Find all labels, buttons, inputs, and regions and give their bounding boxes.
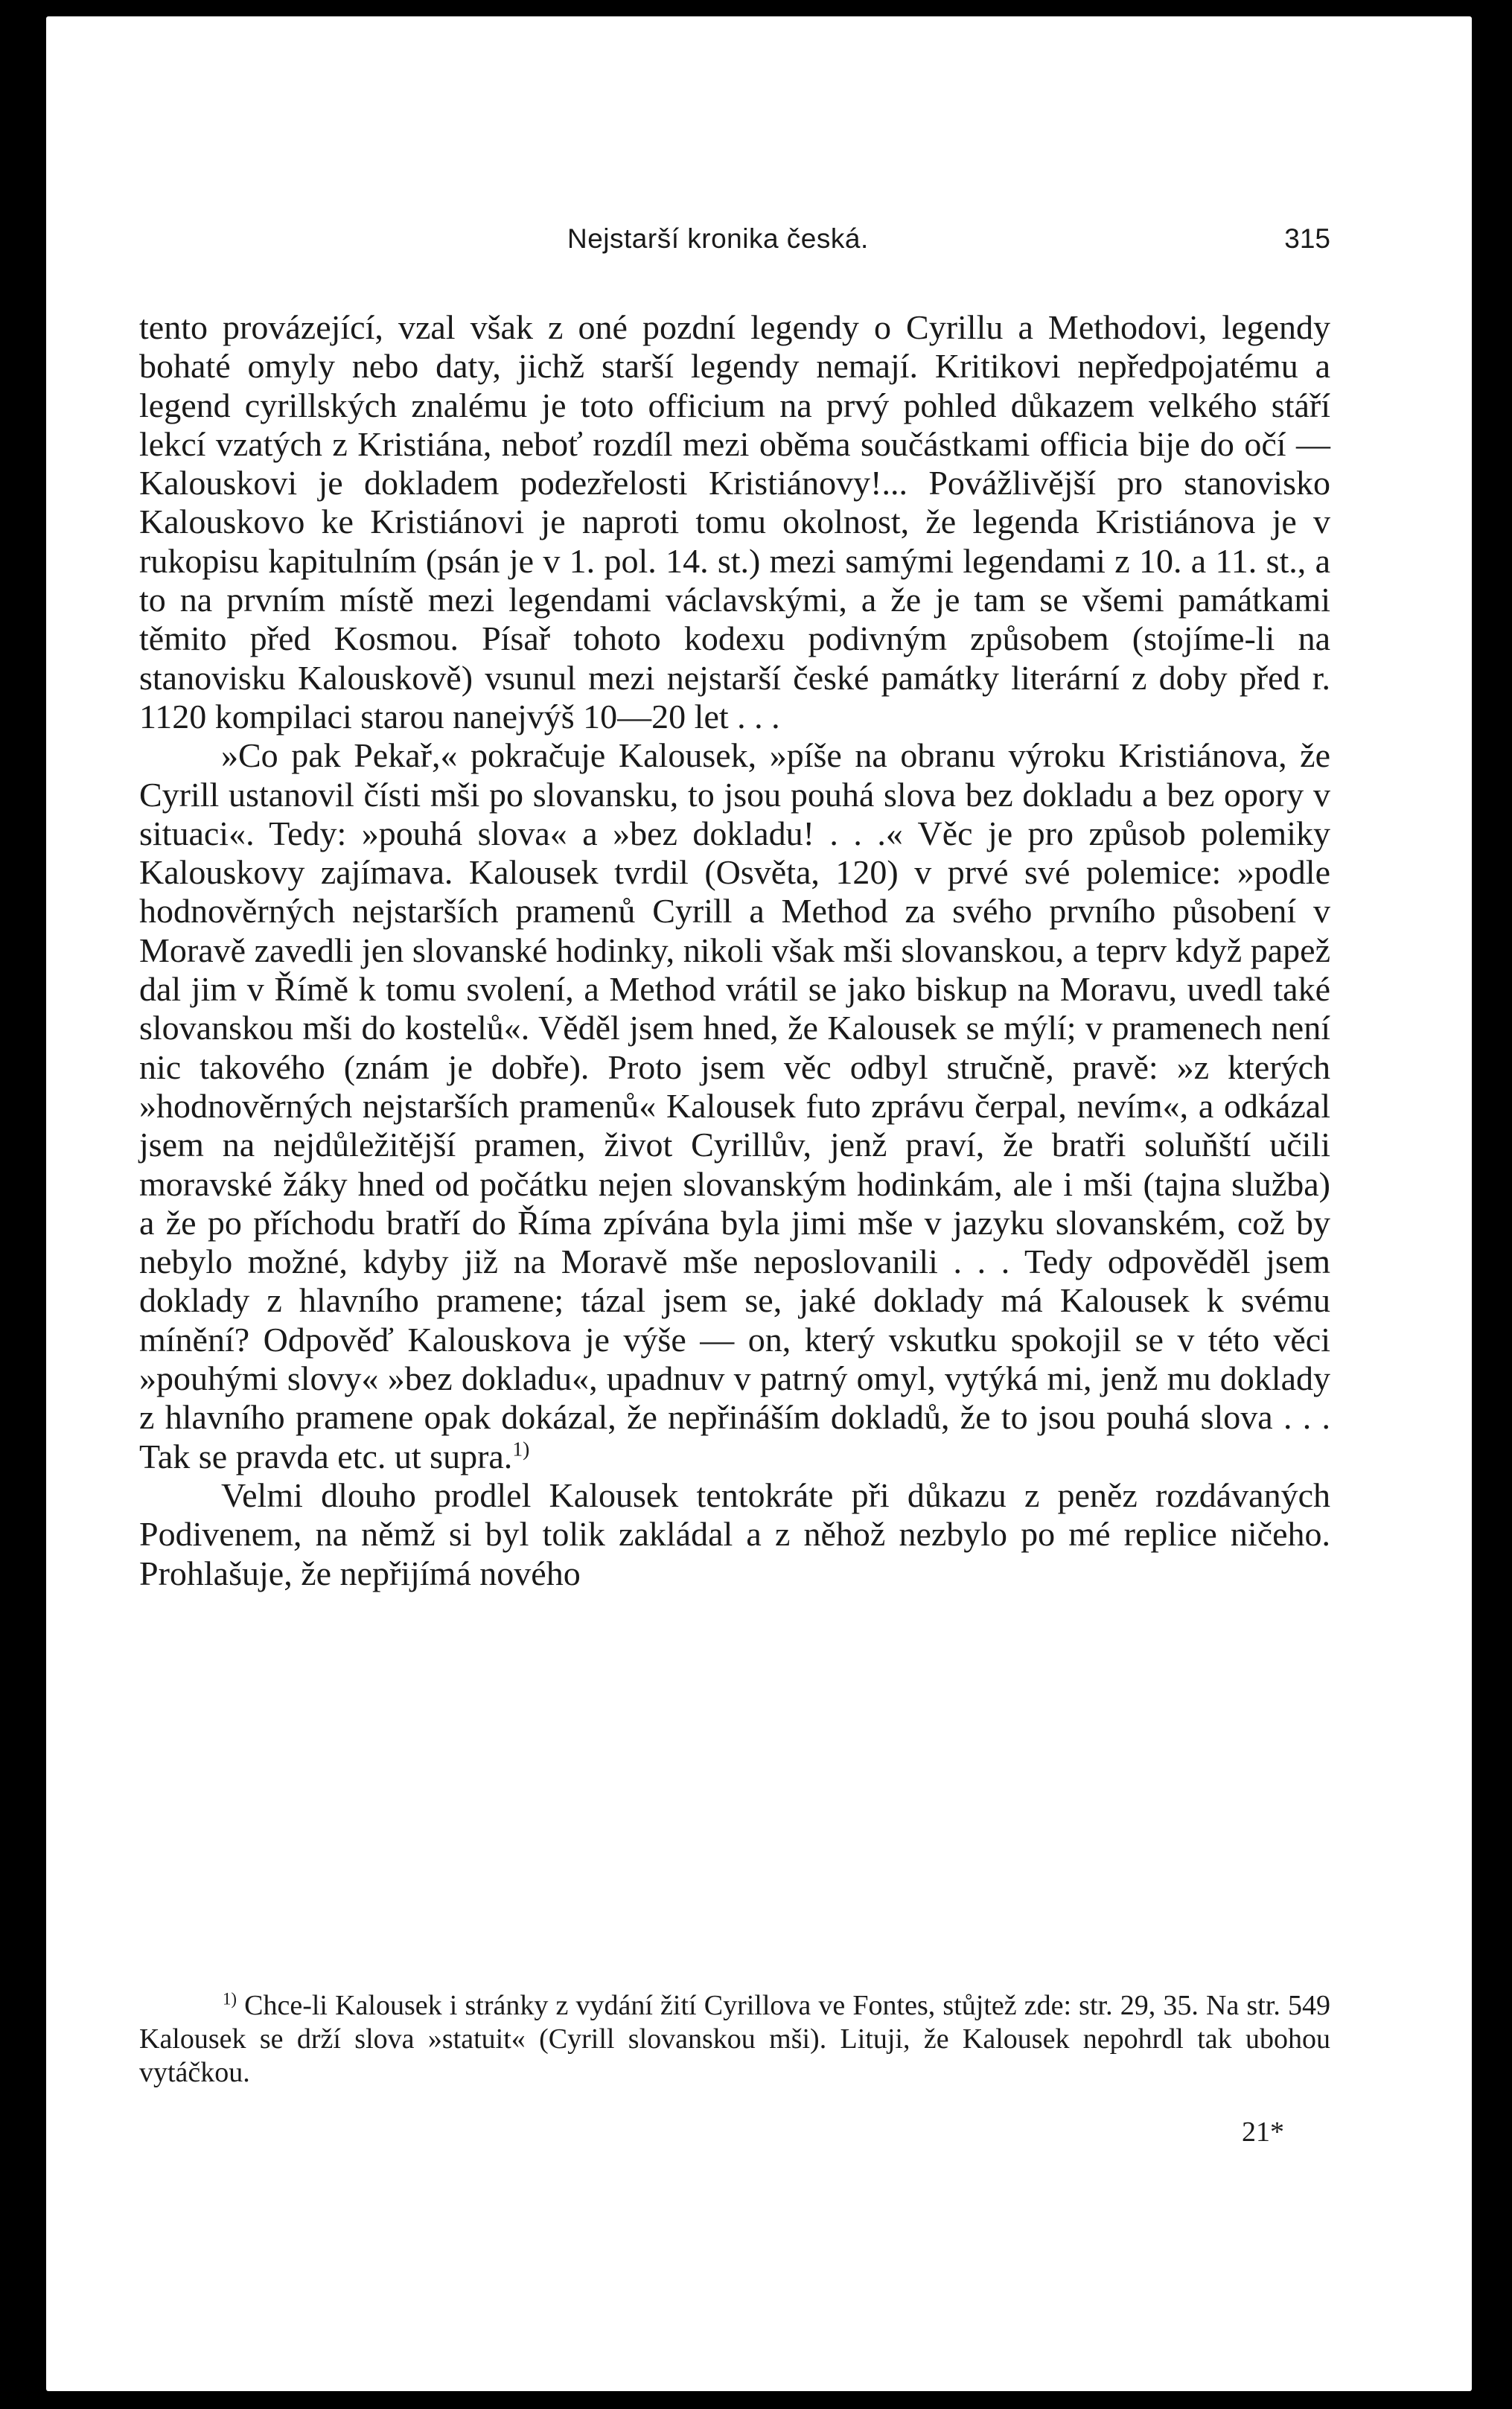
- main-text: [139, 308, 1330, 1593]
- paragraph-3: Velmi dlouho prodlel Kalousek tentokráte při důkazu z peněz rozdávaných Podivenem, na němž si byl tolik zakládal a z něhož nezbylo po mé replice ničeho. Prohlašuje, že nepřijímá nového: [139, 1475, 1330, 1592]
- paragraph-2: [139, 736, 1330, 1476]
- footnote-reference: 1): [512, 1437, 530, 1461]
- footnotes: [139, 1989, 1330, 2090]
- paragraph-1: tento provázející, vzal však z oné pozdní legendy o Cyrillu a Methodovi, legendy bohaté omyly nebo daty, jichž starší legendy nemají. Kritikovi nepředpojatému a legend cyrillských znalému je toto officium na prvý pohled důkazem velkého stáří lekcí vzatých z Kristiána, neboť rozdíl mezi oběma součástkami officia bije do očí — Kalouskovi je dokladem podezřelosti Kristiánovy!... Povážlivější pro stanovisko Kalouskovo ke Kristiánovi je naproti tomu okolnost, že legenda Kristiánova je v rukopisu kapitulním (psán je v 1. pol. 14. st.) mezi samými legendami z 10. a 11. st., a to na prvním místě mezi legendami václavskými, a že je tam se všemi památkami těmito před Kosmou. Písař tohoto kodexu podivným způsobem (stojíme-li na stanovisku Kalouskově) vsunul mezi nejstarší české památky literární z doby před r. 1120 kompilaci starou nanejvýš 10—20 let . . .: [139, 308, 1330, 736]
- page-number: 315: [1284, 223, 1330, 254]
- signature-mark: 21*: [1242, 2116, 1284, 2148]
- footnote-1: [139, 1989, 1330, 2090]
- document-page: [46, 16, 1472, 2391]
- paragraph-2-text: »Co pak Pekař,« pokračuje Kalousek, »píše na obranu výroku Kristiánova, že Cyrill ustanovil čísti mši po slovansku, to jsou pouhá slova bez dokladu a bez opory v situaci«. Tedy: »pouhá slova« a »bez dokladu! . . .« Věc je pro způsob polemiky Kalouskovy zajímava. Kalousek tvrdil (Osvěta, 120) v prvé své polemice: »podle hodnověrných nejstarších pramenů Cyrill a Method za svého prvního působení v Moravě zavedli jen slovanské hodinky, nikoli však mši slovanskou, a teprv když papež dal jim v Římě k tomu svolení, a Method vrátil se jako biskup na Moravu, uvedl také slovanskou mši do kostelů«. Věděl jsem hned, že Kalousek se mýlí; v pramenech není nic takového (znám je dobře). Proto jsem věc odbyl stručně, pravě: »z kterých »hodnověrných nejstarších pramenů« Kalousek futo zprávu čerpal, nevím«, a odkázal jsem na nejdůležitější pramen, život Cyrillův, jenž praví, že bratři soluňští učili moravské žáky hned od počátku nejen slovanským hodinkám, ale i mši (tajna služba) a že po příchodu bratří do Říma zpívána byla jimi mše v jazyku slovanském, což by nebylo možné, kdyby již na Moravě mše neposlovanili . . . Tedy odpověděl jsem doklady z hlavního pramene; tázal jsem se, jaké doklady má Kalousek k svému mínění? Odpověď Kalouskova je výše — on, který vskutku spokojil se v této věci »pouhými slovy« »bez dokladu«, upadnuv v patrný omyl, vytýká mi, jenž mu doklady z hlavního pramene opak dokázal, že nepřináším dokladů, že to jsou pouhá slova . . . Tak se pravda etc. ut supra.: [139, 736, 1330, 1475]
- footnote-1-text: Chce-li Kalousek i stránky z vydání žití Cyrillova ve Fontes, stůjtež zde: str. 29, 35. Na str. 549 Kalousek se drží slova »statuit« (Cyrill slovanskou mši). Lituji, že Kalousek nepohrdl tak ubohou vytáčkou.: [139, 1990, 1330, 2088]
- footnote-marker: 1): [223, 1989, 237, 2008]
- running-header: [139, 223, 1330, 268]
- running-title: Nejstarší kronika česká.: [567, 223, 869, 254]
